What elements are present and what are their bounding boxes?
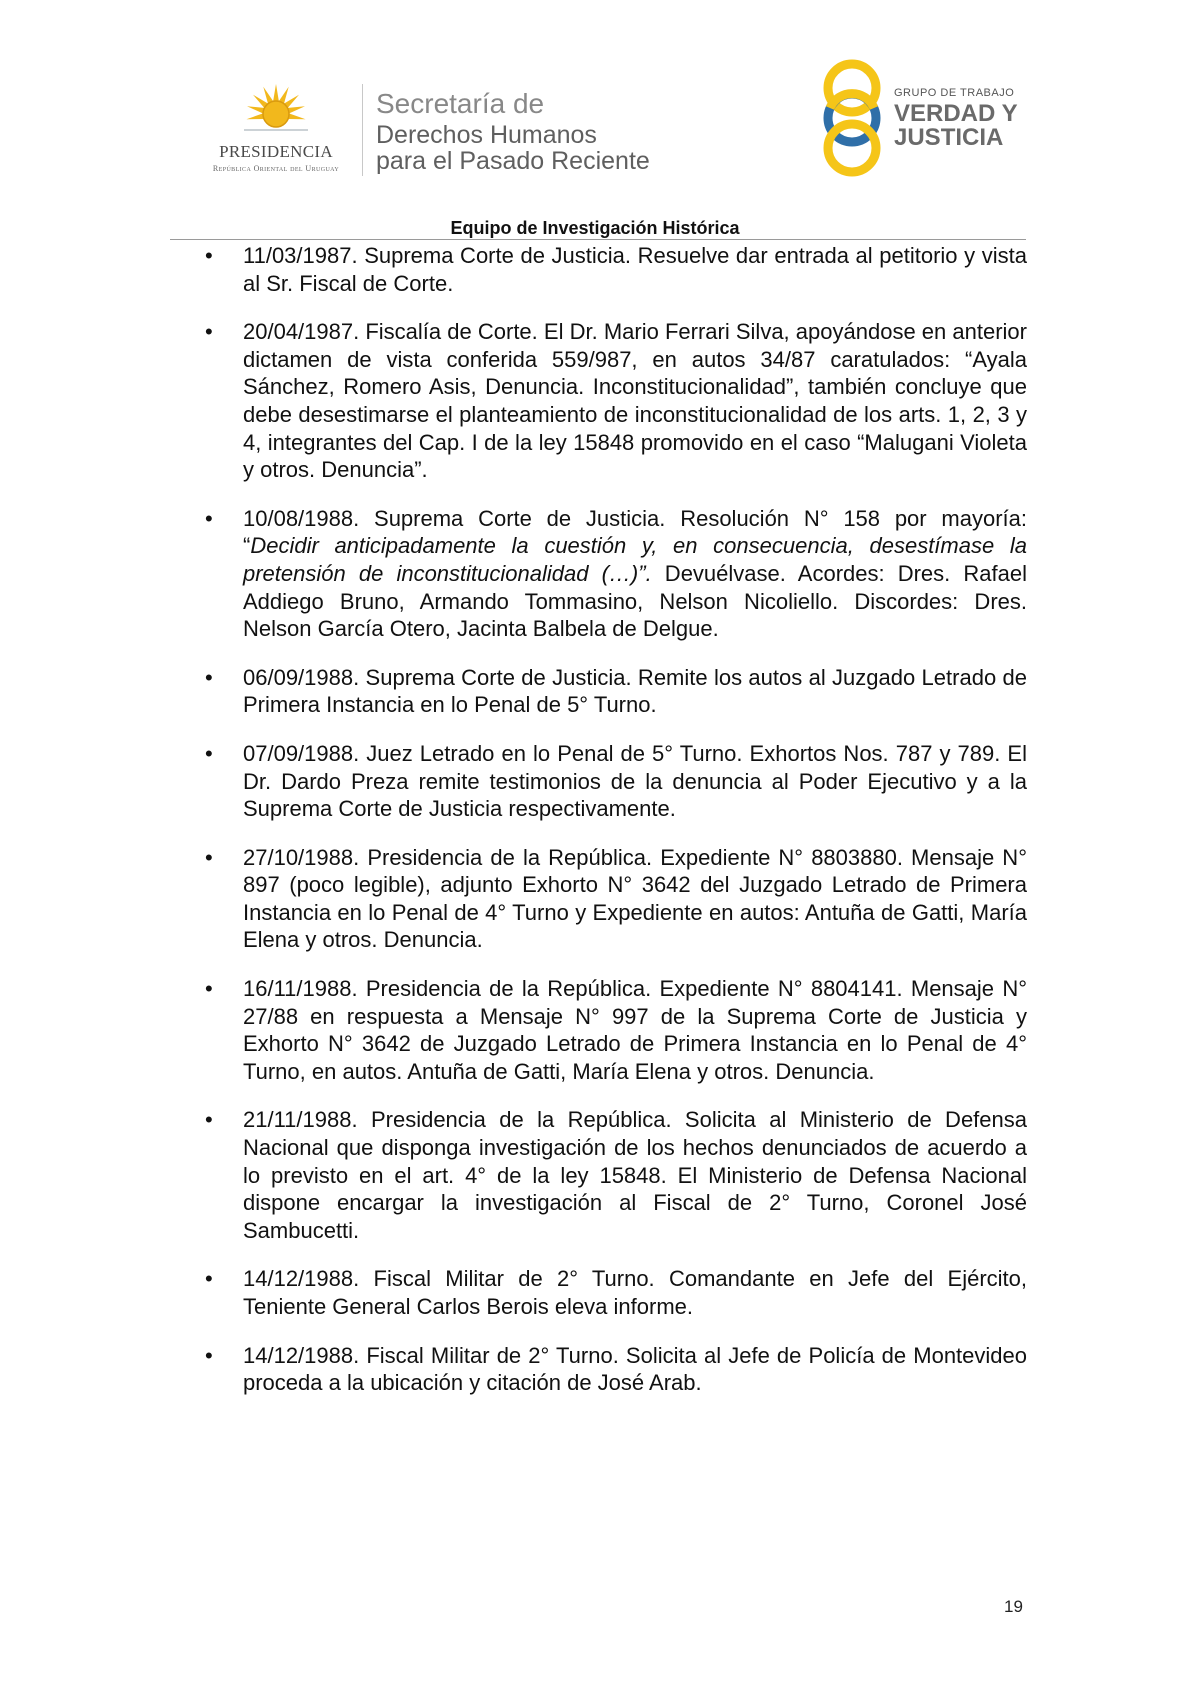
list-item [205, 505, 1027, 643]
list-item [205, 318, 1027, 484]
bullet: • [205, 1107, 213, 1133]
list-item [205, 1342, 1027, 1397]
entry-text: 14/12/1988. Fiscal Militar de 2° Turno. Solicita al Jefe de Policía de Montevideo proceda a la ubicación y citación de José Arab. [243, 1342, 1027, 1396]
entry-text: 27/10/1988. Presidencia de la República. Expediente N° 8803880. Mensaje N° 897 (poco legible), adjunto Exhorto N° 3642 del Juzgado Letrado de Primera Instancia en lo Penal de 4° Turno y Expediente en autos: Antuña de Gatti, María Elena y otros. Denuncia. [243, 844, 1027, 953]
entry-text-pre: 10/08/1988. Suprema Corte de Justicia. Resolución N° 158 por mayoría: “ [243, 505, 1027, 559]
bullet: • [205, 505, 213, 531]
header-rule [170, 239, 1026, 240]
verdad-label: VERDAD Y [894, 100, 1018, 127]
secretaria-line-2: Derechos Humanos [376, 121, 597, 149]
presidencia-subtitle: República Oriental del Uruguay [212, 164, 340, 173]
entry-text: 14/12/1988. Fiscal Militar de 2° Turno. Comandante en Jefe del Ejército, Teniente General Carlos Berois eleva informe. [243, 1266, 1027, 1319]
team-title: Equipo de Investigación Histórica [450, 218, 740, 238]
justicia-label: JUSTICIA [894, 124, 1004, 151]
list-item [205, 242, 1027, 297]
entries-list [205, 242, 1027, 1418]
entry-text: 16/11/1988. Presidencia de la República. Expediente N° 8804141. Mensaje N° 27/88 en respuesta a Mensaje N° 997 de la Suprema Corte de Justicia y Exhorto N° 3642 de Juzgado Letrado de Primera Instancia en lo Penal de 4° Turno, en autos. Antuña de Gatti, María Elena y otros. Denuncia. [243, 976, 1027, 1084]
list-item [205, 975, 1027, 1085]
list-item [205, 844, 1027, 954]
list-item [205, 1265, 1027, 1320]
entry-text: 11/03/1987. Suprema Corte de Justicia. Resuelve dar entrada al petitorio y vista al Sr. Fiscal de Corte. [243, 243, 1027, 296]
entry-text-post: Devuélvase. Acordes: Dres. Rafael Addiego Bruno, Armando Tommasino, Nelson Nicoliello. Discordes: Dres. Nelson García Otero, Jacinta Balbela de Delgue. [243, 560, 1027, 642]
bullet: • [205, 664, 213, 690]
presidencia-logo [196, 80, 356, 180]
page-number: 19 [1004, 1597, 1023, 1616]
presidencia-name: PRESIDENCIA [219, 142, 333, 161]
bullet: • [205, 1266, 213, 1292]
entry-text: 06/09/1988. Suprema Corte de Justicia. Remite los autos al Juzgado Letrado de Primera Instancia en lo Penal de 5° Turno. [243, 664, 1027, 718]
entry-text: 07/09/1988. Juez Letrado en lo Penal de 5° Turno. Exhortos Nos. 787 y 789. El Dr. Dardo Preza remite testimonios de la denuncia al Poder Ejecutivo y a la Suprema Corte de Justicia respectivamente. [243, 740, 1027, 822]
entry-text: 20/04/1987. Fiscalía de Corte. El Dr. Mario Ferrari Silva, apoyándose en anterior dictamen de vista conferida 559/987, en autos 34/87 caratulados: “Ayala Sánchez, Romero Asis, Denuncia. Inconstitucionalidad”, también concluye que debe desestimarse el planteamiento de inconstitucionalidad de los arts. 1, 2, 3 y 4, integrantes del Cap. I de la ley 15848 promovido en el caso “Malugani Violeta y otros. Denuncia”. [243, 319, 1027, 483]
bullet: • [205, 243, 213, 268]
bullet: • [205, 740, 213, 766]
page-header [0, 0, 1190, 240]
secretaria-line-3: para el Pasado Reciente [376, 147, 650, 175]
verdad-justicia-logo [822, 56, 1022, 180]
bullet: • [205, 976, 213, 1002]
header-divider [362, 84, 363, 176]
rings-emblem-icon [822, 56, 892, 180]
bullet: • [205, 319, 213, 345]
entry-text-quote: Decidir anticipadamente la cuestión y, en consecuencia, desestímase la pretensión de inconstitucionalidad (…)”. [243, 533, 1027, 586]
sun-emblem-icon [236, 80, 316, 140]
bullet: • [205, 844, 213, 870]
bullet: • [205, 1342, 213, 1368]
grupo-label: GRUPO DE TRABAJO [894, 87, 1015, 99]
list-item [205, 664, 1027, 719]
entry-text: 21/11/1988. Presidencia de la República. Solicita al Ministerio de Defensa Nacional que disponga investigación de los hechos denunciados de acuerdo a lo previsto en el art. 4° de la ley 15848. El Ministerio de Defensa Nacional dispone encargar la investigación al Fiscal de 2° Turno, Coronel José Sambucetti. [243, 1107, 1027, 1243]
entry-text [243, 505, 1027, 643]
list-item [205, 1106, 1027, 1244]
secretaria-line-1: Secretaría de [376, 88, 545, 119]
list-item [205, 740, 1027, 823]
